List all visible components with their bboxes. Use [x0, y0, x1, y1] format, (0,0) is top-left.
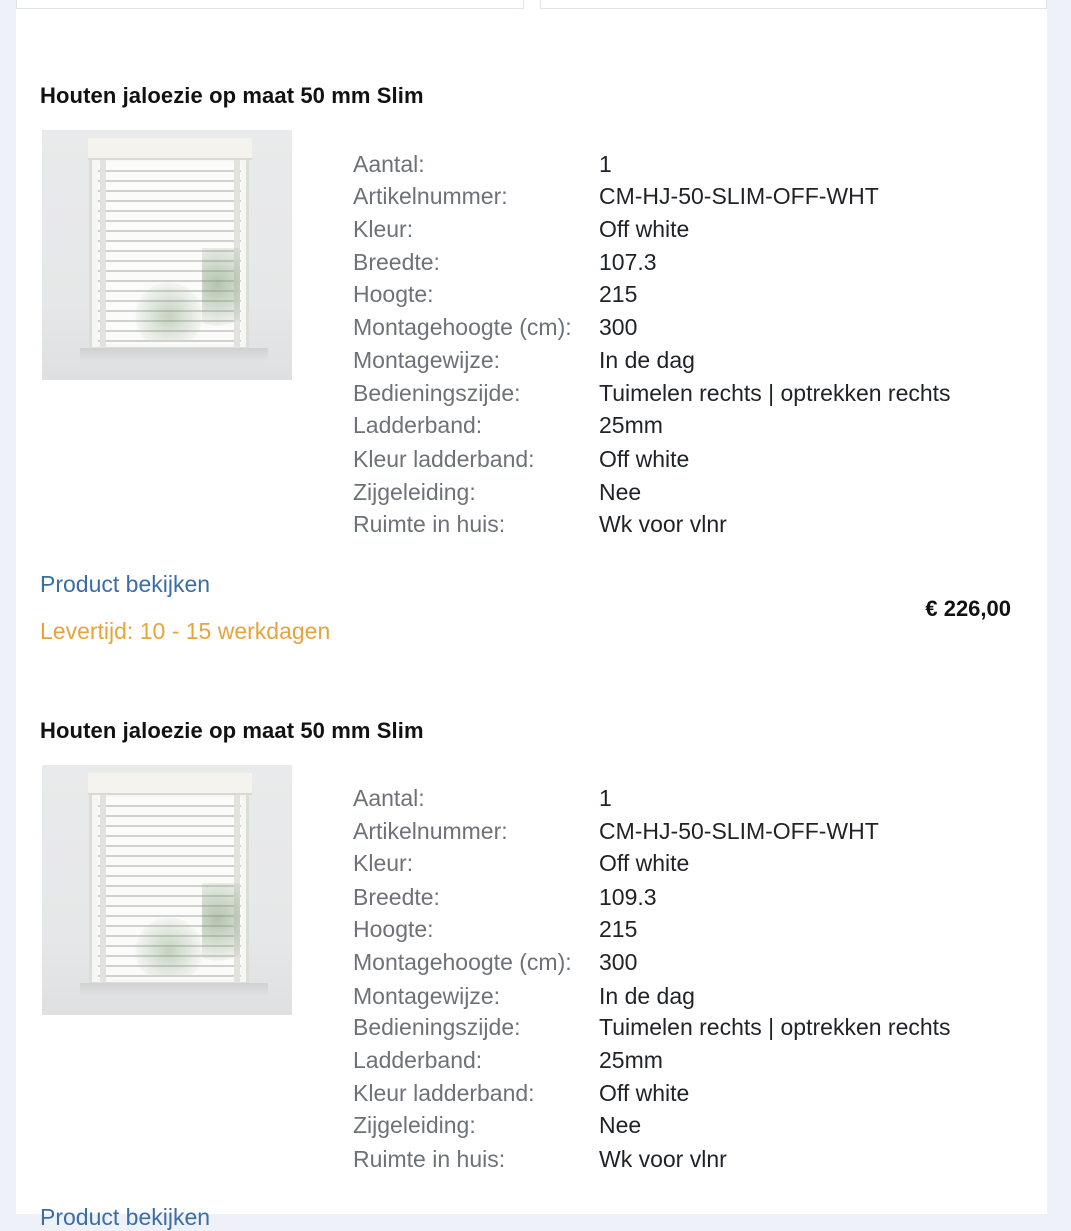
- spec-value: 300: [599, 314, 638, 340]
- spec-label: Hoogte:: [353, 916, 434, 942]
- spec-row-aantal: [353, 782, 1033, 814]
- product-view-link[interactable]: Product bekijken: [40, 571, 211, 597]
- spec-value: Nee: [599, 1112, 642, 1138]
- spec-row-kleur: [353, 847, 1033, 879]
- spec-row-ladderband: [353, 409, 1033, 441]
- spec-value: 25mm: [599, 412, 663, 438]
- spec-row-montagehoogte: [353, 311, 1033, 343]
- spec-value: Wk voor vlnr: [599, 511, 727, 537]
- spec-row-breedte: [353, 246, 1033, 278]
- spec-value: 107.3: [599, 249, 657, 275]
- spec-row-ladderband: [353, 1044, 1033, 1076]
- spec-label: Breedte:: [353, 249, 440, 275]
- spec-label: Montagewijze:: [353, 983, 501, 1009]
- spec-row-hoogte: [353, 913, 1033, 945]
- spec-row-hoogte: [353, 278, 1033, 310]
- spec-label: Kleur ladderband:: [353, 446, 535, 472]
- spec-value: Tuimelen rechts | optrekken rechts: [599, 380, 951, 406]
- spec-label: Montagewijze:: [353, 347, 501, 373]
- spec-row-artikelnummer: [353, 815, 1033, 847]
- spec-value: Off white: [599, 1080, 690, 1106]
- spec-label: Bedieningszijde:: [353, 1014, 521, 1040]
- spec-row-montagehoogte: [353, 946, 1033, 978]
- spec-label: Kleur:: [353, 216, 414, 242]
- product-image[interactable]: [42, 765, 292, 1015]
- spec-label: Artikelnummer:: [353, 183, 508, 209]
- spec-label: Kleur ladderband:: [353, 1080, 535, 1106]
- spec-value: 300: [599, 949, 638, 975]
- spec-value: In de dag: [599, 983, 695, 1009]
- spec-label: Artikelnummer:: [353, 818, 508, 844]
- spec-label: Bedieningszijde:: [353, 380, 521, 406]
- spec-value: Off white: [599, 216, 690, 242]
- spec-value: Off white: [599, 446, 690, 472]
- spec-row-kleur: [353, 213, 1033, 245]
- spec-label: Ladderband:: [353, 1047, 483, 1073]
- spec-row-ruimte: [353, 508, 1033, 540]
- spec-row-ruimte: [353, 1143, 1033, 1175]
- order-item: [16, 718, 1047, 1230]
- spec-label: Zijgeleiding:: [353, 1112, 476, 1138]
- spec-value: CM-HJ-50-SLIM-OFF-WHT: [599, 818, 879, 844]
- spec-row-artikelnummer: [353, 180, 1033, 212]
- spec-label: Aantal:: [353, 151, 425, 177]
- spec-value: 25mm: [599, 1047, 663, 1073]
- order-summary-page: [16, 0, 1047, 1230]
- delivery-time: Levertijd: 10 - 15 werkdagen: [40, 618, 331, 644]
- spec-row-bedieningszijde: [353, 1011, 1033, 1043]
- spec-label: Montagehoogte (cm):: [353, 949, 572, 975]
- spec-row-aantal: [353, 148, 1033, 180]
- spec-row-kleur-ladderband: [353, 1077, 1033, 1109]
- spec-label: Breedte:: [353, 884, 440, 910]
- spec-row-montagewijze: [353, 344, 1033, 376]
- order-item: [16, 83, 1047, 663]
- spec-value: Tuimelen rechts | optrekken rechts: [599, 1014, 951, 1040]
- spec-value: Nee: [599, 479, 642, 505]
- spec-label: Hoogte:: [353, 281, 434, 307]
- spec-label: Kleur:: [353, 850, 414, 876]
- spec-label: Ruimte in huis:: [353, 511, 506, 537]
- spec-value: 215: [599, 916, 638, 942]
- product-view-link[interactable]: Product bekijken: [40, 1204, 211, 1230]
- item-title: Houten jaloezie op maat 50 mm Slim: [40, 718, 424, 743]
- top-panels: [16, 0, 1047, 9]
- spec-value: Wk voor vlnr: [599, 1146, 727, 1172]
- spec-row-montagewijze: [353, 980, 1033, 1012]
- spec-label: Ladderband:: [353, 412, 483, 438]
- spec-row-kleur-ladderband: [353, 443, 1033, 475]
- spec-value: Off white: [599, 850, 690, 876]
- product-image[interactable]: [42, 130, 292, 380]
- item-price: € 226,00: [925, 596, 1011, 621]
- spec-value: 215: [599, 281, 638, 307]
- spec-label: Zijgeleiding:: [353, 479, 476, 505]
- spec-row-zijgeleiding: [353, 1109, 1033, 1141]
- spec-label: Aantal:: [353, 785, 425, 811]
- spec-row-zijgeleiding: [353, 476, 1033, 508]
- spec-value: In de dag: [599, 347, 695, 373]
- top-panel-left: [16, 0, 524, 9]
- spec-value: 1: [599, 151, 612, 177]
- spec-value: 1: [599, 785, 612, 811]
- item-title: Houten jaloezie op maat 50 mm Slim: [40, 83, 424, 108]
- spec-label: Ruimte in huis:: [353, 1146, 506, 1172]
- spec-row-breedte: [353, 881, 1033, 913]
- spec-value: 109.3: [599, 884, 657, 910]
- spec-row-bedieningszijde: [353, 377, 1033, 409]
- spec-value: CM-HJ-50-SLIM-OFF-WHT: [599, 183, 879, 209]
- top-panel-right: [540, 0, 1047, 9]
- spec-label: Montagehoogte (cm):: [353, 314, 572, 340]
